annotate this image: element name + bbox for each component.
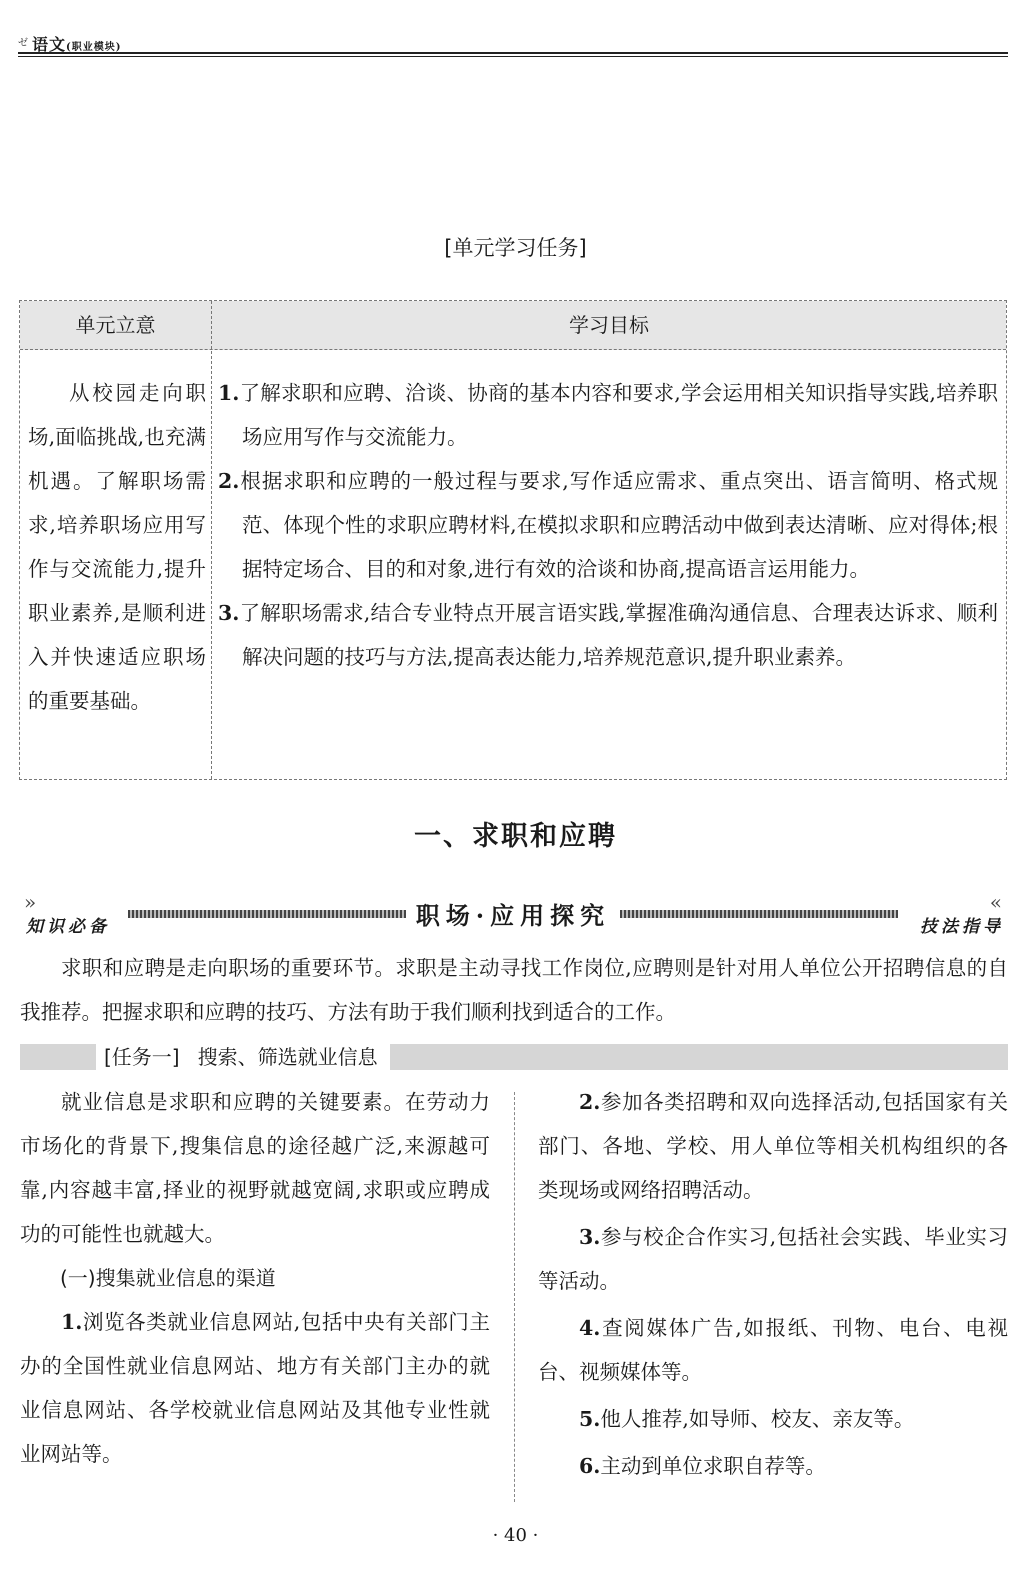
goal-text: 根据求职和应聘的一般过程与要求,写作适应需求、重点突出、语言简明、格式规范、体现个性的求职应聘材料,在模拟求职和应聘活动中做到表达清晰、应对得体;根据特定场合、目的和对象,进行有效的洽谈和协商,提高语言运用能力。 (239, 469, 998, 581)
item-text: 浏览各类就业信息网站,包括中央有关部门主办的全国性就业信息网站、地方有关部门主办的就业信息网站、各学校就业信息网站及其他专业性就业网站等。 (20, 1310, 490, 1466)
goals-list (218, 371, 998, 679)
goal-item (218, 591, 998, 679)
right-column (538, 1080, 1008, 1491)
header-mark: ゼ (18, 38, 28, 49)
item-text: 他人推荐,如导师、校友、亲友等。 (600, 1407, 915, 1431)
item-text: 参与校企合作实习,包括社会实践、毕业实习等活动。 (538, 1225, 1008, 1293)
section-title: 一、求职和应聘 (414, 821, 617, 852)
banner-title (18, 896, 1008, 931)
goal-number: 3. (218, 601, 240, 625)
section-banner (18, 892, 1008, 936)
page-number: · 40 · (492, 1525, 539, 1546)
chevron-right-icon: » (24, 890, 37, 914)
list-item (538, 1444, 1008, 1488)
unit-table (19, 300, 1007, 780)
item-number: 2. (579, 1090, 601, 1114)
header-module: (职业模块) (66, 42, 122, 53)
header-subject-text: 语文 (32, 35, 67, 54)
goal-text: 了解职场需求,结合专业特点开展言语实践,掌握准确沟通信息、合理表达诉求、顺利解决问题的技巧与方法,提高表达能力,培养规范意识,提升职业素养。 (239, 601, 998, 669)
page-header (18, 32, 1008, 52)
task-tag: [任务一] (104, 1045, 180, 1069)
goal-number: 2. (218, 469, 240, 493)
goal-item (218, 459, 998, 591)
unit-heading: [单元学习任务] (444, 236, 587, 260)
unit-purpose-text: 从校园走向职场,面临挑战,也充满机遇。了解职场需求,培养职场应用写作与交流能力,提升职业素养,是顺利进入并快速适应职场的重要基础。 (28, 381, 206, 713)
banner-title-text: 职场·应用探究 (406, 901, 620, 930)
item-number: 3. (579, 1225, 601, 1249)
item-text: 查阅媒体广告,如报纸、刊物、电台、电视台、视频媒体等。 (538, 1316, 1008, 1384)
list-item (538, 1080, 1008, 1212)
chevron-left-icon: « (989, 890, 1002, 914)
task-heading-bar (20, 1044, 1008, 1070)
column-divider (514, 1092, 515, 1502)
item-number: 5. (579, 1407, 601, 1431)
task-title: 搜索、筛选就业信息 (197, 1045, 378, 1069)
header-rule (18, 52, 1008, 57)
left-column (20, 1080, 490, 1476)
goal-text: 了解求职和应聘、洽谈、协商的基本内容和要求,学会运用相关知识指导实践,培养职场应用写作与交流能力。 (239, 381, 998, 449)
table-column-divider (211, 301, 212, 779)
list-item (538, 1215, 1008, 1303)
goal-number: 1. (218, 381, 240, 405)
intro-paragraph: 求职和应聘是走向职场的重要环节。求职是主动寻找工作岗位,应聘则是针对用人单位公开招聘信息的自我推荐。把握求职和应聘的技巧、方法有助于我们顺利找到适合的工作。 (20, 956, 1008, 1024)
table-header-purpose: 单元立意 (75, 313, 156, 337)
list-item (20, 1300, 490, 1476)
paragraph: 就业信息是求职和应聘的关键要素。在劳动力市场化的背景下,搜集信息的途径越广泛,来源越可靠,内容越丰富,择业的视野就越宽阔,求职或应聘成功的可能性也就越大。 (20, 1090, 490, 1246)
item-text: 参加各类招聘和双向选择活动,包括国家有关部门、各地、学校、用人单位等相关机构组织的各类现场或网络招聘活动。 (538, 1090, 1008, 1202)
item-text: 主动到单位求职自荐等。 (600, 1454, 826, 1478)
list-item (538, 1397, 1008, 1441)
banner-left-label: 知识必备 (26, 917, 110, 937)
subheading: (一)搜集就业信息的渠道 (60, 1266, 276, 1290)
task-heading (96, 1042, 390, 1072)
banner-right-label: 技法指导 (920, 917, 1004, 937)
goal-item (218, 371, 998, 459)
item-number: 1. (61, 1310, 83, 1334)
item-number: 4. (579, 1316, 601, 1340)
table-header-goals: 学习目标 (569, 313, 649, 337)
item-number: 6. (579, 1454, 601, 1478)
list-item (538, 1306, 1008, 1394)
